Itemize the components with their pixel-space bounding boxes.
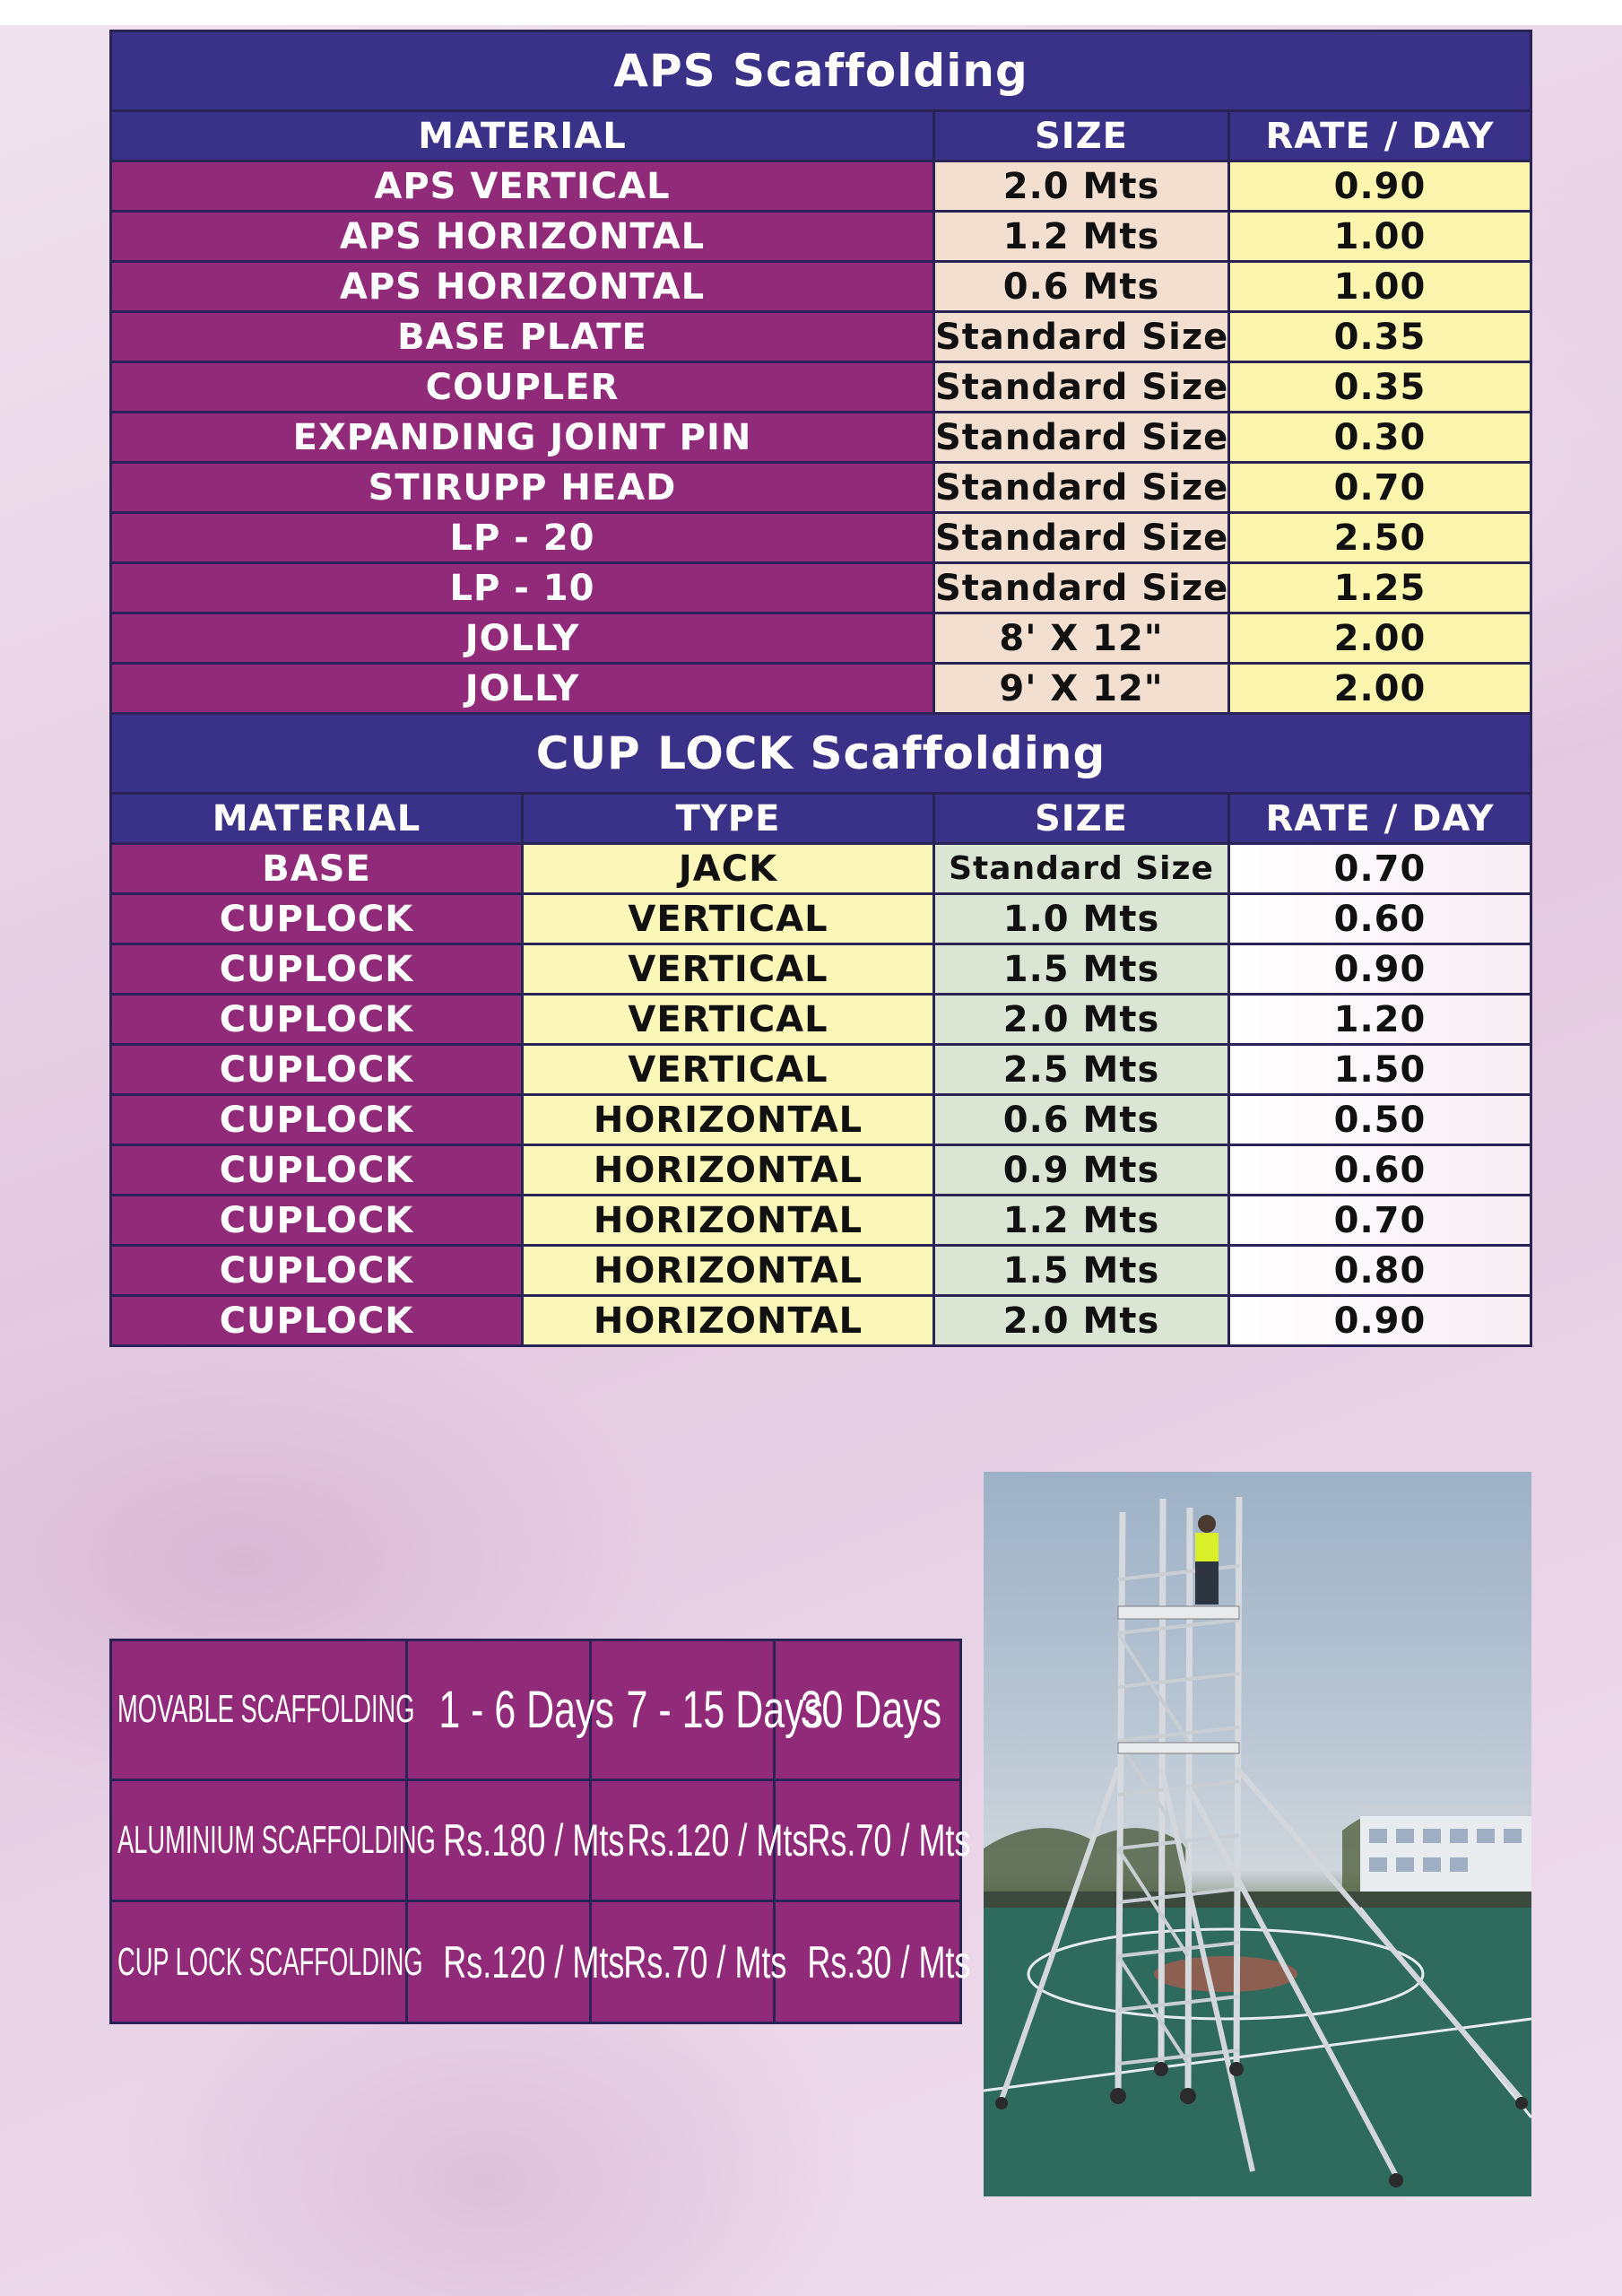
table-row xyxy=(111,1296,1531,1346)
cuplock-rate-cell: 0.90 xyxy=(1229,1296,1531,1346)
cuplock-header-rate: RATE / DAY xyxy=(1229,794,1531,844)
aps-material-cell: APS HORIZONTAL xyxy=(111,262,934,312)
rental-period: 7 - 15 Days xyxy=(626,1680,824,1739)
cuplock-size-cell: 2.0 Mts xyxy=(934,1296,1229,1346)
cuplock-material-cell: CUPLOCK xyxy=(111,1196,523,1246)
rental-price: Rs.70 / Mts xyxy=(807,1815,971,1866)
cuplock-size-cell: 2.0 Mts xyxy=(934,995,1229,1045)
cuplock-rate-cell: 0.70 xyxy=(1229,844,1531,894)
aps-title: APS Scaffolding xyxy=(111,31,1531,111)
aps-size-cell: 9' X 12" xyxy=(934,664,1229,714)
cuplock-material-cell: BASE xyxy=(111,844,523,894)
table-row xyxy=(111,463,1531,513)
cuplock-rate-cell: 0.80 xyxy=(1229,1246,1531,1296)
cuplock-size-cell: 1.5 Mts xyxy=(934,944,1229,995)
cuplock-material-cell: CUPLOCK xyxy=(111,1095,523,1145)
movable-scaffolding-rental-table xyxy=(109,1639,971,2024)
table-row xyxy=(111,1196,1531,1246)
table-row xyxy=(111,413,1531,463)
cuplock-header-material: MATERIAL xyxy=(111,794,523,844)
aps-rate-cell: 2.00 xyxy=(1229,664,1531,714)
rental-row-label: CUP LOCK SCAFFOLDING xyxy=(117,1939,423,1984)
table-row xyxy=(111,161,1531,212)
table-row xyxy=(111,212,1531,262)
aps-size-cell: 2.0 Mts xyxy=(934,161,1229,212)
cuplock-type-cell: HORIZONTAL xyxy=(523,1196,934,1246)
aps-material-cell: APS HORIZONTAL xyxy=(111,212,934,262)
aps-header-rate: RATE / DAY xyxy=(1229,111,1531,161)
aps-rate-cell: 0.70 xyxy=(1229,463,1531,513)
aps-material-cell: APS VERTICAL xyxy=(111,161,934,212)
aps-rate-cell: 0.90 xyxy=(1229,161,1531,212)
cuplock-rate-cell: 1.20 xyxy=(1229,995,1531,1045)
cuplock-size-cell: 1.2 Mts xyxy=(934,1196,1229,1246)
cuplock-type-cell: HORIZONTAL xyxy=(523,1145,934,1196)
table-row xyxy=(111,1145,1531,1196)
cuplock-header-type: TYPE xyxy=(523,794,934,844)
table-row xyxy=(111,944,1531,995)
cuplock-size-cell: Standard Size xyxy=(934,844,1229,894)
table-row xyxy=(111,312,1531,362)
aps-rate-cell: 0.35 xyxy=(1229,312,1531,362)
aps-material-cell: LP - 10 xyxy=(111,563,934,613)
aps-size-cell: Standard Size xyxy=(934,362,1229,413)
table-row xyxy=(111,513,1531,563)
aps-size-cell: 1.2 Mts xyxy=(934,212,1229,262)
aps-material-cell: EXPANDING JOINT PIN xyxy=(111,413,934,463)
scaffold-tower-photo xyxy=(984,1472,1531,2196)
cuplock-size-cell: 1.5 Mts xyxy=(934,1246,1229,1296)
aps-size-cell: Standard Size xyxy=(934,513,1229,563)
rental-period: 1 - 6 Days xyxy=(438,1680,614,1739)
aps-material-cell: LP - 20 xyxy=(111,513,934,563)
mobile-scaffold-tower-photo-icon xyxy=(984,1472,1531,2196)
cuplock-type-cell: HORIZONTAL xyxy=(523,1296,934,1346)
cuplock-type-cell: HORIZONTAL xyxy=(523,1246,934,1296)
cuplock-header-size: SIZE xyxy=(934,794,1229,844)
aps-material-cell: BASE PLATE xyxy=(111,312,934,362)
cuplock-type-cell: VERTICAL xyxy=(523,1045,934,1095)
cuplock-type-cell: JACK xyxy=(523,844,934,894)
rental-row-label: ALUMINIUM SCAFFOLDING xyxy=(117,1818,436,1862)
cuplock-material-cell: CUPLOCK xyxy=(111,1045,523,1095)
cuplock-rate-cell: 0.60 xyxy=(1229,1145,1531,1196)
cuplock-rate-cell: 0.70 xyxy=(1229,1196,1531,1246)
cuplock-material-cell: CUPLOCK xyxy=(111,944,523,995)
rate-table xyxy=(109,30,1532,1347)
table-row xyxy=(111,664,1531,714)
cuplock-type-cell: VERTICAL xyxy=(523,944,934,995)
rental-price: Rs.30 / Mts xyxy=(807,1936,971,1987)
table-row xyxy=(111,613,1531,664)
table-row xyxy=(111,995,1531,1045)
table-row xyxy=(111,1045,1531,1095)
rental-period: 30 Days xyxy=(800,1680,942,1739)
table-row xyxy=(111,1901,961,2023)
aps-header-size: SIZE xyxy=(934,111,1229,161)
cuplock-rate-cell: 1.50 xyxy=(1229,1045,1531,1095)
aps-size-cell: 8' X 12" xyxy=(934,613,1229,664)
table-row xyxy=(111,1246,1531,1296)
rental-price: Rs.120 / Mts xyxy=(443,1936,625,1987)
rental-header-row xyxy=(111,1640,961,1780)
rental-price: Rs.120 / Mts xyxy=(627,1815,809,1866)
cuplock-type-cell: VERTICAL xyxy=(523,894,934,944)
table-row xyxy=(111,563,1531,613)
aps-rate-cell: 0.35 xyxy=(1229,362,1531,413)
aps-header-material: MATERIAL xyxy=(111,111,934,161)
aps-material-cell: JOLLY xyxy=(111,664,934,714)
cuplock-material-cell: CUPLOCK xyxy=(111,995,523,1045)
aps-material-cell: COUPLER xyxy=(111,362,934,413)
cuplock-size-cell: 2.5 Mts xyxy=(934,1045,1229,1095)
cuplock-material-cell: CUPLOCK xyxy=(111,1145,523,1196)
cuplock-size-cell: 0.9 Mts xyxy=(934,1145,1229,1196)
aps-rate-cell: 1.00 xyxy=(1229,212,1531,262)
cuplock-size-cell: 1.0 Mts xyxy=(934,894,1229,944)
table-row xyxy=(111,362,1531,413)
aps-size-cell: Standard Size xyxy=(934,463,1229,513)
aps-material-cell: JOLLY xyxy=(111,613,934,664)
rental-header-label: MOVABLE SCAFFOLDING xyxy=(117,1687,415,1732)
cuplock-material-cell: CUPLOCK xyxy=(111,1296,523,1346)
aps-rate-cell: 2.50 xyxy=(1229,513,1531,563)
top-margin-strip xyxy=(0,0,1622,25)
aps-material-cell: STIRUPP HEAD xyxy=(111,463,934,513)
cuplock-size-cell: 0.6 Mts xyxy=(934,1095,1229,1145)
aps-rate-cell: 1.00 xyxy=(1229,262,1531,312)
cuplock-type-cell: VERTICAL xyxy=(523,995,934,1045)
table-row xyxy=(111,1095,1531,1145)
cuplock-rate-cell: 0.60 xyxy=(1229,894,1531,944)
cuplock-title: CUP LOCK Scaffolding xyxy=(111,714,1531,794)
aps-size-cell: Standard Size xyxy=(934,563,1229,613)
rental-price: Rs.70 / Mts xyxy=(623,1936,787,1987)
cuplock-material-cell: CUPLOCK xyxy=(111,894,523,944)
table-row xyxy=(111,844,1531,894)
table-row xyxy=(111,894,1531,944)
aps-size-cell: Standard Size xyxy=(934,312,1229,362)
aps-rate-cell: 2.00 xyxy=(1229,613,1531,664)
cuplock-type-cell: HORIZONTAL xyxy=(523,1095,934,1145)
cuplock-rate-cell: 0.90 xyxy=(1229,944,1531,995)
aps-rate-cell: 1.25 xyxy=(1229,563,1531,613)
aps-size-cell: 0.6 Mts xyxy=(934,262,1229,312)
cuplock-material-cell: CUPLOCK xyxy=(111,1246,523,1296)
cuplock-rate-cell: 0.50 xyxy=(1229,1095,1531,1145)
aps-rate-cell: 0.30 xyxy=(1229,413,1531,463)
table-row xyxy=(111,1779,961,1901)
rental-price: Rs.180 / Mts xyxy=(443,1815,625,1866)
table-row xyxy=(111,262,1531,312)
aps-size-cell: Standard Size xyxy=(934,413,1229,463)
